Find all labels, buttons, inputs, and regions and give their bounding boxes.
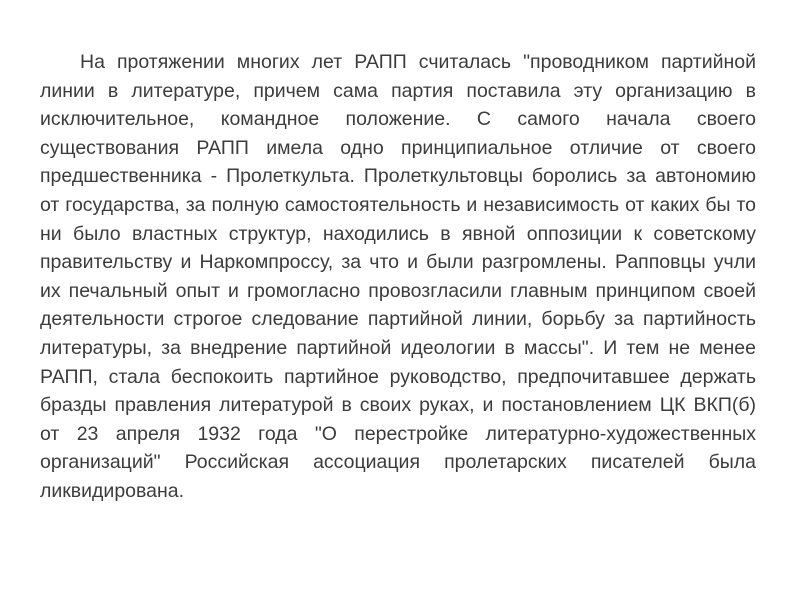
- body-paragraph: На протяжении многих лет РАПП считалась "проводником партийной линии в литературе, причем сама партия поставила эту организацию в исключительное, командное положение. С самого начала своего существования РАПП имела одно принципиальное отличие от своего предшественника - Пролеткульта. Пролеткультовцы боролись за автономию от государства, за полную самостоятельность и независимость от каких бы то ни было властных структур, находились в явной оппозиции к советскому правительству и Наркомпроссу, за что и были разгромлены. Рапповцы учли их печальный опыт и громогласно провозгласили главным принципом своей деятельности строгое следование партийной линии, борьбу за партийность литературы, за внедрение партийной идеологии в массы". И тем не менее РАПП, стала беспокоить партийное руководство, предпочитавшее держать бразды правления литературой в своих руках, и постановлением ЦК ВКП(б) от 23 апреля 1932 года "О перестройке литературно-художественных организаций" Российская ассоциация пролетарских писателей была ликвидирована.: [40, 51, 756, 502]
